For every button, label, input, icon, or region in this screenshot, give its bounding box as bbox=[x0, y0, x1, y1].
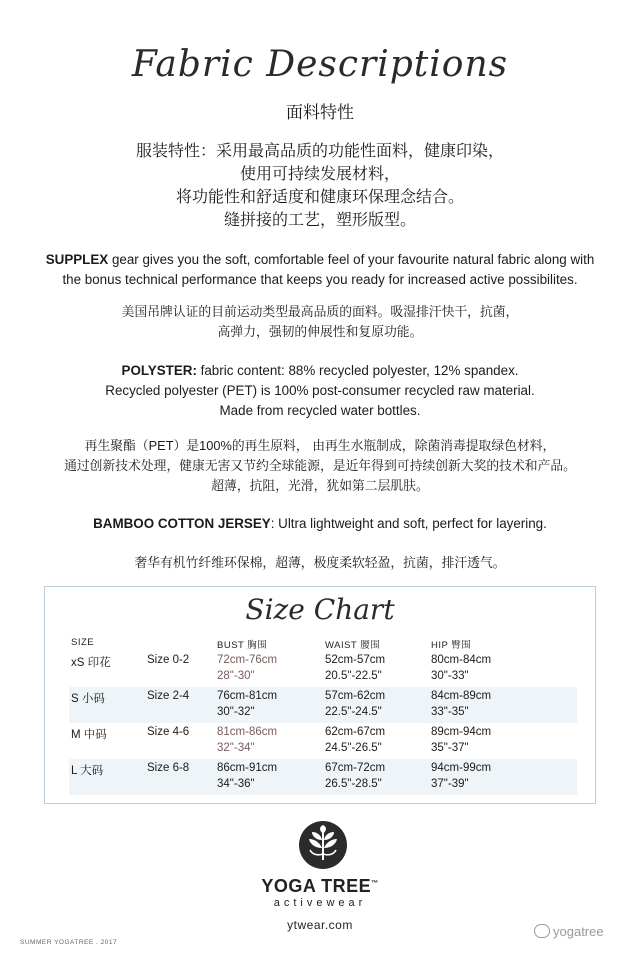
footer-text: SUMMER YOGATREE . 2017 bbox=[20, 939, 118, 946]
supplex-description bbox=[0, 250, 640, 290]
bust-cm: 76cm-81cm bbox=[217, 690, 278, 702]
size-table-header bbox=[69, 633, 577, 651]
bamboo-label: BAMBOO COTTON JERSEY bbox=[93, 516, 271, 531]
hip-cm: 89cm-94cm bbox=[431, 726, 492, 738]
header-waist: WAIST 腰围 bbox=[325, 640, 381, 651]
supplex-text: the bonus technical performance that keeps you ready for increased active possibilites. bbox=[62, 272, 578, 287]
intro-text bbox=[0, 140, 640, 232]
table-row bbox=[69, 759, 577, 795]
bust-cm: 72cm-76cm bbox=[217, 654, 278, 666]
bust-in: 34"-36" bbox=[217, 778, 255, 790]
bust-cm: 86cm-91cm bbox=[217, 762, 278, 774]
polyester-cn-line: 再生聚酯（PET）是100%的再生原料， 由再生水瓶制成，除菌消毒提取绿色材料， bbox=[84, 438, 556, 453]
brand-subtitle: activewear bbox=[273, 897, 367, 909]
size-label: L 大码 bbox=[71, 765, 104, 777]
bust-cm: 81cm-86cm bbox=[217, 726, 278, 738]
size-chart-title: Size Chart bbox=[245, 593, 395, 626]
waist-in: 24.5"-26.5" bbox=[325, 742, 382, 754]
supplex-chinese bbox=[0, 302, 640, 342]
size-chart bbox=[44, 586, 596, 804]
hip-in: 33"-35" bbox=[431, 706, 469, 718]
bust-in: 28"-30" bbox=[217, 670, 255, 682]
supplex-cn-line: 高弹力，强韧的伸展性和复原功能。 bbox=[217, 324, 423, 339]
tree-logo-icon bbox=[298, 820, 348, 870]
waist-in: 20.5"-22.5" bbox=[325, 670, 382, 682]
size-label: M 中码 bbox=[71, 729, 107, 741]
size-range: Size 0-2 bbox=[147, 654, 190, 666]
polyester-text: Recycled polyester (PET) is 100% post-consumer recycled raw material. bbox=[105, 383, 535, 398]
bamboo-chinese: 奢华有机竹纤维环保棉，超薄，极度柔软轻盈，抗菌，排汗透气。 bbox=[134, 555, 506, 570]
page-title: Fabric Descriptions bbox=[131, 44, 509, 85]
polyester-description bbox=[0, 361, 640, 421]
size-label: xS 印花 bbox=[71, 657, 111, 669]
header-bust: BUST 胸围 bbox=[217, 640, 268, 651]
polyester-cn-line: 通过创新技术处理，健康无害又节约全球能源，是近年得到可持续创新大奖的技术和产品。 bbox=[64, 458, 576, 473]
intro-line: 服装特性：采用最高品质的功能性面料，健康印染， bbox=[135, 143, 504, 160]
watermark bbox=[534, 924, 604, 939]
trademark: ™ bbox=[371, 880, 379, 887]
supplex-text: gear gives you the soft, comfortable feel of your favourite natural fabric along with bbox=[108, 252, 595, 267]
hip-cm: 84cm-89cm bbox=[431, 690, 492, 702]
page-subtitle: 面料特性 bbox=[286, 103, 354, 122]
bust-in: 32"-34" bbox=[217, 742, 255, 754]
table-row bbox=[69, 723, 577, 759]
size-table bbox=[69, 633, 577, 795]
intro-line: 缝拼接的工艺，塑形版型。 bbox=[223, 212, 416, 229]
chat-icon bbox=[534, 924, 550, 938]
brand-url[interactable]: ytwear.com bbox=[287, 918, 353, 932]
waist-cm: 52cm-57cm bbox=[325, 654, 386, 666]
hip-in: 35"-37" bbox=[431, 742, 469, 754]
supplex-cn-line: 美国吊牌认证的目前运动类型最高品质的面料。吸湿排汗快干，抗菌， bbox=[121, 304, 519, 319]
size-range: Size 4-6 bbox=[147, 726, 190, 738]
waist-in: 22.5"-24.5" bbox=[325, 706, 382, 718]
size-range: Size 2-4 bbox=[147, 690, 190, 702]
waist-in: 26.5"-28.5" bbox=[325, 778, 382, 790]
intro-line: 使用可持续发展材料， bbox=[239, 166, 400, 183]
polyester-cn-line: 超薄，抗阻，光滑，犹如第二层肌肤。 bbox=[211, 478, 429, 493]
polyester-label: POLYSTER: bbox=[121, 363, 197, 378]
size-range: Size 6-8 bbox=[147, 762, 190, 774]
header-size: SIZE bbox=[71, 637, 95, 648]
brand-name bbox=[0, 876, 640, 897]
polyester-text: fabric content: 88% recycled polyester, 12% spandex. bbox=[196, 363, 519, 378]
bust-in: 30"-32" bbox=[217, 706, 255, 718]
hip-in: 30"-33" bbox=[431, 670, 469, 682]
watermark-text: yogatree bbox=[553, 924, 604, 939]
bamboo-text: : Ultra lightweight and soft, perfect for layering. bbox=[270, 516, 547, 531]
intro-line: 将功能性和舒适度和健康环保理念结合。 bbox=[175, 189, 464, 206]
header-hip: HIP 臀围 bbox=[431, 640, 472, 651]
table-row bbox=[69, 687, 577, 723]
waist-cm: 57cm-62cm bbox=[325, 690, 386, 702]
brand-name-text: YOGA TREE bbox=[261, 876, 372, 896]
hip-cm: 80cm-84cm bbox=[431, 654, 492, 666]
bamboo-description bbox=[0, 514, 640, 534]
waist-cm: 62cm-67cm bbox=[325, 726, 386, 738]
size-label: S 小码 bbox=[71, 693, 105, 705]
hip-in: 37"-39" bbox=[431, 778, 469, 790]
hip-cm: 94cm-99cm bbox=[431, 762, 492, 774]
supplex-label: SUPPLEX bbox=[45, 252, 109, 267]
waist-cm: 67cm-72cm bbox=[325, 762, 386, 774]
table-row bbox=[69, 651, 577, 687]
polyester-text: Made from recycled water bottles. bbox=[219, 403, 421, 418]
polyester-chinese bbox=[0, 436, 640, 496]
